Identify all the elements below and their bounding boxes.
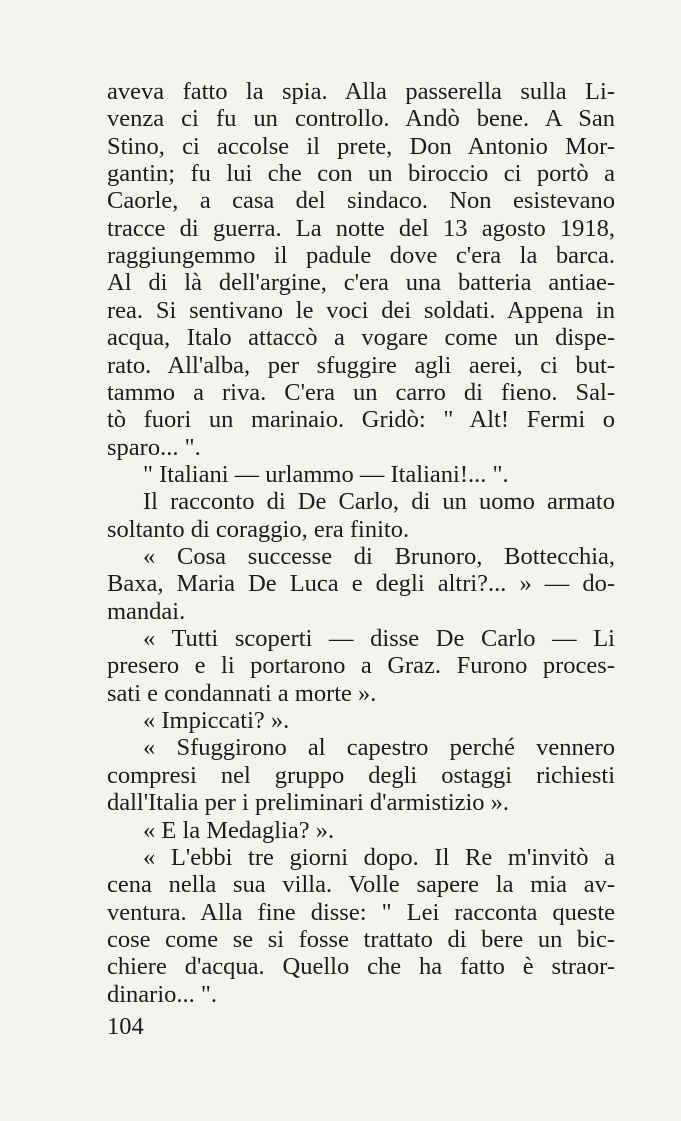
text-line: Baxa, Maria De Luca e degli altri?... » — do- [107,570,615,597]
text-line: compresi nel gruppo degli ostaggi richiesti [107,762,615,789]
text-line: rea. Si sentivano le voci dei soldati. Appena in [107,297,615,324]
text-line: dinario... ". [107,981,218,1008]
text-line: " Italiani — urlammo — Italiani!... ". [143,461,509,488]
text-line: tracce di guerra. La notte del 13 agosto 1918, [107,215,615,242]
text-line: sparo... ". [107,434,201,461]
text-line: « Cosa successe di Brunoro, Bottecchia, [143,543,615,570]
text-line: Al di là dell'argine, c'era una batteria antiae- [107,269,615,296]
text-line: ventura. Alla fine disse: " Lei racconta queste [107,899,615,926]
text-line: sati e condannati a morte ». [107,680,377,707]
text-line: chiere d'acqua. Quello che ha fatto è straor- [107,953,615,980]
text-line: gantin; fu lui che con un biroccio ci portò a [107,160,615,187]
text-line: tammo a riva. C'era un carro di fieno. Sal- [107,379,615,406]
text-line: tò fuori un marinaio. Gridò: " Alt! Fermi o [107,406,615,433]
text-line: « Impiccati? ». [143,707,290,734]
text-line: aveva fatto la spia. Alla passerella sulla Li- [107,78,615,105]
text-line: Il racconto di De Carlo, di un uomo armato [143,488,615,515]
text-line: cose come se si fosse trattato di bere un bic- [107,926,615,953]
text-line: Caorle, a casa del sindaco. Non esistevano [107,187,615,214]
text-line: mandai. [107,598,186,625]
text-line: dall'Italia per i preliminari d'armistizio ». [107,789,510,816]
text-line: presero e li portarono a Graz. Furono proces- [107,652,615,679]
text-line: raggiungemmo il padule dove c'era la barca. [107,242,615,269]
text-line: « Sfuggirono al capestro perché vennero [143,734,615,761]
text-line: cena nella sua villa. Volle sapere la mia av- [107,871,615,898]
text-line: soltanto di coraggio, era finito. [107,516,410,543]
text-line: venza ci fu un controllo. Andò bene. A San [107,105,615,132]
page-number: 104 [107,1013,144,1040]
text-line: Stino, ci accolse il prete, Don Antonio Mor- [107,133,615,160]
text-line: « L'ebbi tre giorni dopo. Il Re m'invitò a [143,844,615,871]
text-line: acqua, Italo attaccò a vogare come un dispe- [107,324,615,351]
text-line: « Tutti scoperti — disse De Carlo — Li [143,625,615,652]
text-line: « E la Medaglia? ». [143,817,335,844]
text-line: rato. All'alba, per sfuggire agli aerei, ci but- [107,352,615,379]
